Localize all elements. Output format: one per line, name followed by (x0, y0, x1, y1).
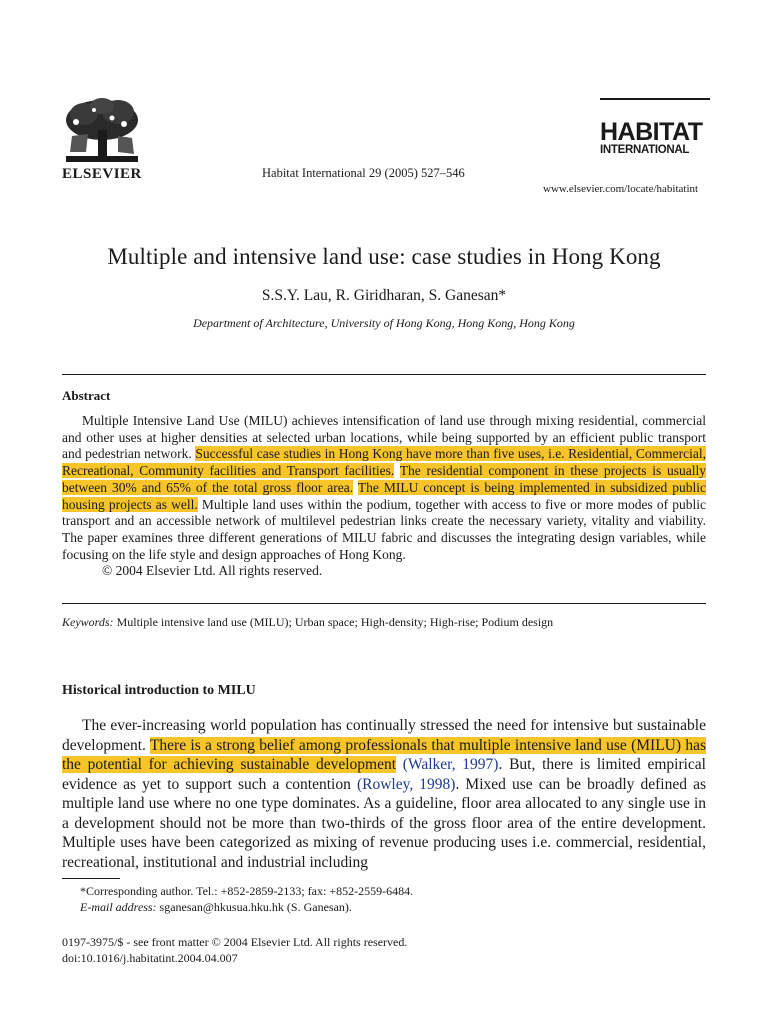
abstract-highlight-3: The MILU concept is being implemented in subsidized public housing projects as well. (62, 479, 706, 512)
section-body (62, 716, 706, 872)
journal-brand (600, 98, 710, 156)
keywords (62, 615, 706, 630)
body-text-2: . But, there is limited empirical evidence as yet to support such a contention (62, 756, 706, 793)
section-heading: Historical introduction to MILU (62, 683, 256, 698)
publication-info (62, 934, 706, 966)
journal-url-link[interactable]: www.elsevier.com/locate/habitatint (543, 183, 699, 195)
doi-line: doi:10.1016/j.habitatint.2004.04.007 (62, 951, 238, 965)
footnotes (62, 883, 706, 915)
abstract-text-2: Multiple land uses within the podium, together with access to five or more modes of public transport and an accessible network of multilevel pedestrian links create the necessary variety, vitality and viability. The paper examines three different generations of MILU fabric and discusses the integrating design variables, while focusing on the life style and design approaches of Hong Kong. (62, 496, 706, 562)
elsevier-logo (62, 96, 142, 183)
brand-rule (600, 98, 710, 100)
email-address: sganesan@hkusua.hku.hk (S. Ganesan). (156, 900, 352, 914)
abstract-paragraph (62, 413, 706, 563)
abstract-copyright: © 2004 Elsevier Ltd. All rights reserved. (102, 563, 323, 579)
body-text-3: . Mixed use can be broadly defined as multiple land use where no one type dominates. As a guideline, floor area allocated to any single use in a development should not be more than two-thirds of the gross floor area of the entire development. Multiple uses have been categorized as mixing of revenue producing uses i.e. commercial, residential, recreational, institutional and industrial including (62, 775, 706, 871)
abstract-text-1: Multiple Intensive Land Use (MILU) achieves intensification of land use through mixing residential, commercial and other uses at higher densities at selected urban locations, while being supported by an efficient public transport and pedestrian network. (62, 413, 706, 462)
citation-rowley-link[interactable]: (Rowley, 1998) (356, 775, 456, 793)
brand-title-bottom: INTERNATIONAL (600, 144, 690, 156)
journal-reference: Habitat International 29 (2005) 527–546 (262, 166, 465, 180)
body-text-1: The ever-increasing world population has continually stressed the need for intensive but sustainable development. (62, 717, 706, 754)
abstract-heading: Abstract (62, 388, 111, 403)
footnote-email (62, 899, 706, 915)
body-space (396, 756, 403, 773)
footnote-corresponding: *Corresponding author. Tel.: +852-2859-2133; fax: +852-2559-6484. (80, 884, 414, 898)
publisher-name: ELSEVIER (62, 166, 142, 182)
abstract-body (62, 413, 706, 580)
citation-walker-link[interactable]: (Walker, 1997) (402, 756, 499, 773)
body-highlight: There is a strong belief among professionals that multiple intensive land use (MILU) has the potential for achieving sustainable development (62, 736, 706, 773)
footnote-rule (62, 878, 120, 879)
elsevier-tree-icon (62, 96, 142, 164)
keywords-label: Keywords: (62, 615, 114, 629)
brand-title-top: HABITAT (600, 118, 703, 146)
divider-bottom (62, 603, 706, 604)
article-authors: S.S.Y. Lau, R. Giridharan, S. Ganesan* (261, 287, 507, 304)
keywords-text: Multiple intensive land use (MILU); Urban space; High-density; High-rise; Podium design (113, 615, 554, 629)
abstract-highlight-2: The residential component in these projects is usually between 30% and 65% of the total gross floor area. (62, 463, 706, 495)
issn-line: 0197-3975/$ - see front matter © 2004 Elsevier Ltd. All rights reserved. (62, 935, 408, 949)
section-paragraph (62, 716, 706, 872)
abstract-space-1 (394, 463, 399, 478)
author-affiliation: Department of Architecture, University of Hong Kong, Hong Kong, Hong Kong (193, 316, 575, 330)
article-title: Multiple and intensive land use: case studies in Hong Kong (107, 244, 661, 269)
divider-top (62, 374, 706, 375)
email-label: E-mail address: (80, 900, 157, 914)
abstract-highlight-1: Successful case studies in Hong Kong have more than five uses, i.e. Residential, Commercial, Recreational, Community facilities and Transport facilities. (62, 446, 706, 479)
